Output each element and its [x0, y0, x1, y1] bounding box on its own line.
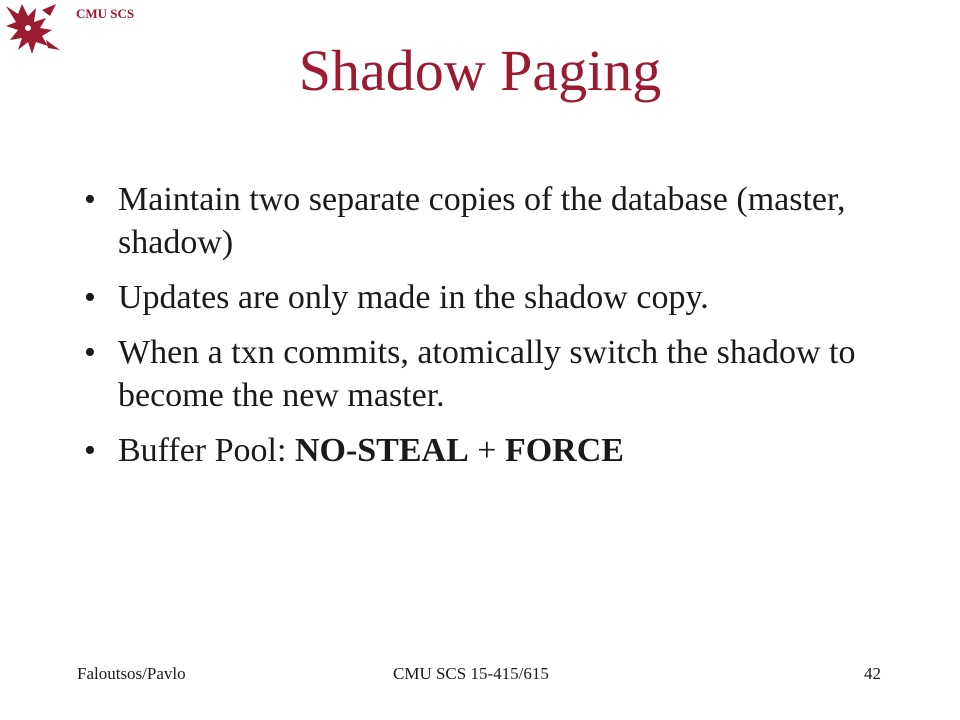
bullet-text-prefix: Buffer Pool:: [118, 432, 295, 469]
footer-course: CMU SCS 15-415/615: [393, 664, 549, 683]
bullet-text: Updates are only made in the shadow copy.: [118, 279, 709, 316]
bullet-dot: •: [84, 432, 96, 469]
bullet-item: [84, 178, 914, 264]
bullet-item: [84, 429, 914, 472]
no-steal-term: NO-STEAL: [294, 432, 469, 469]
bullet-dot: •: [84, 181, 96, 218]
footer-page-number: 42: [864, 664, 881, 683]
footer-authors: Faloutsos/Pavlo: [77, 664, 186, 683]
slide-title: Shadow Paging: [298, 38, 662, 103]
bullet-dot: •: [84, 279, 96, 316]
bullet-text: Maintain two separate copies of the database (master, shadow): [118, 181, 846, 261]
bullet-list: [84, 178, 914, 484]
force-term: FORCE: [504, 432, 624, 469]
bullet-item: [84, 331, 914, 417]
bullet-dot: •: [84, 334, 96, 371]
bullet-text: When a txn commits, atomically switch the shadow to become the new master.: [118, 334, 856, 414]
org-label: CMU SCS: [76, 6, 135, 21]
bullet-item: [84, 276, 914, 319]
bullet-text-mid: +: [468, 432, 505, 469]
